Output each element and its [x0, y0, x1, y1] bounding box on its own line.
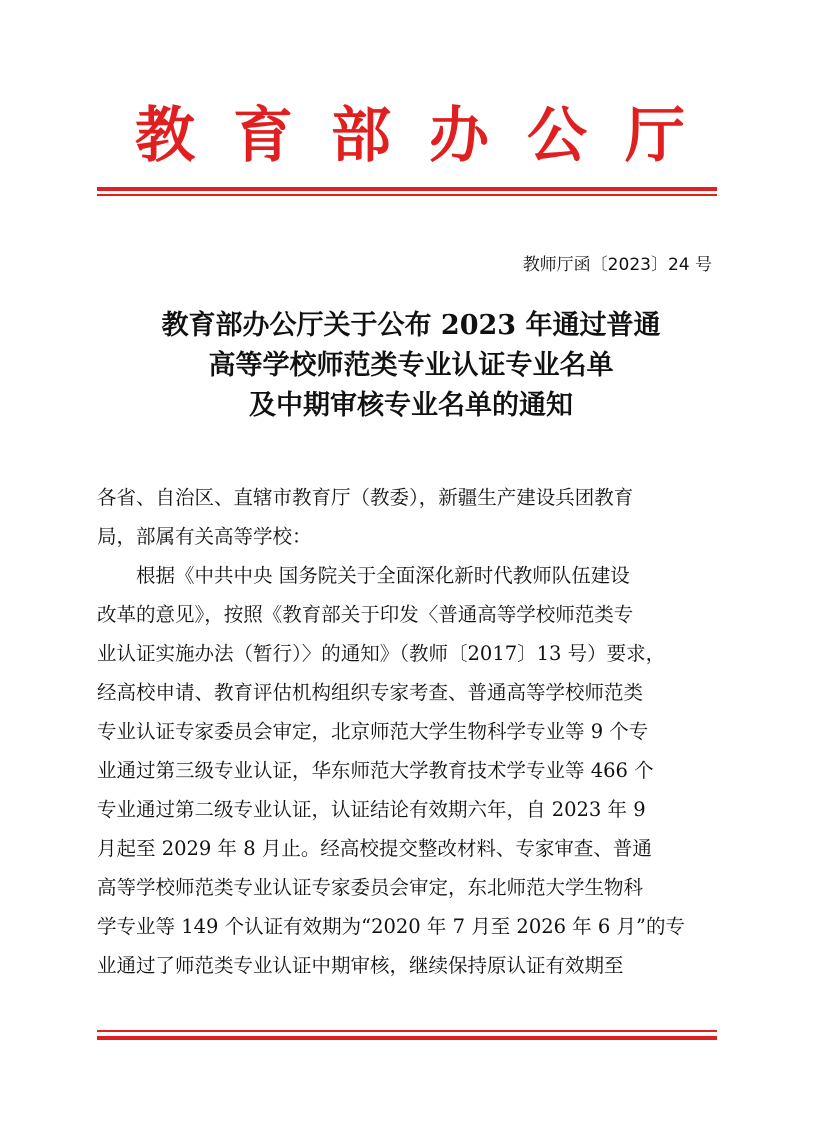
body-line: 业通过了师范类专业认证中期审核，继续保持原认证有效期至	[97, 954, 624, 977]
body-line: 高等学校师范类专业认证专家委员会审定，东北师范大学生物科	[97, 876, 644, 899]
salutation-line: 各省、自治区、直辖市教育厅（教委），新疆生产建设兵团教育	[97, 486, 634, 509]
issuing-organization-header: 教育部办公厅	[135, 101, 723, 171]
body-line: 业认证实施办法（暂行）〉的通知》（教师〔2017〕13 号）要求，	[97, 642, 666, 665]
body-line: 月起至 2029 年 8 月止。经高校提交整改材料、专家审查、普通	[97, 837, 652, 860]
title-line: 教育部办公厅关于公布 2023 年通过普通	[161, 310, 661, 341]
body-line: 改革的意见》，按照《教育部关于印发〈普通高等学校师范类专	[97, 603, 634, 626]
header-red-rule-thick	[97, 187, 717, 191]
title-line: 及中期审核专业名单的通知	[249, 390, 573, 421]
footer-red-rule-thin	[97, 1030, 717, 1032]
salutation-line: 局，部属有关高等学校：	[97, 525, 312, 548]
document-body	[97, 478, 727, 985]
body-line: 专业认证专家委员会审定，北京师范大学生物科学专业等 9 个专	[97, 720, 649, 743]
footer-red-rule-thick	[97, 1036, 717, 1040]
document-title	[60, 306, 762, 426]
document-number: 教师厅函〔2023〕24 号	[522, 255, 712, 275]
body-line: 根据《中共中央 国务院关于全面深化新时代教师队伍建设	[136, 564, 630, 587]
body-line: 业通过第三级专业认证，华东师范大学教育技术学专业等 466 个	[97, 759, 654, 782]
body-line: 专业通过第二级专业认证，认证结论有效期六年，自 2023 年 9	[97, 798, 646, 821]
title-line: 高等学校师范类专业认证专业名单	[208, 350, 614, 381]
header-red-rule-thin	[97, 194, 717, 196]
body-line: 经高校申请、教育评估机构组织专家考查、普通高等学校师范类	[97, 681, 644, 704]
body-line: 学专业等 149 个认证有效期为“2020 年 7 月至 2026 年 6 月”的专	[97, 915, 686, 938]
